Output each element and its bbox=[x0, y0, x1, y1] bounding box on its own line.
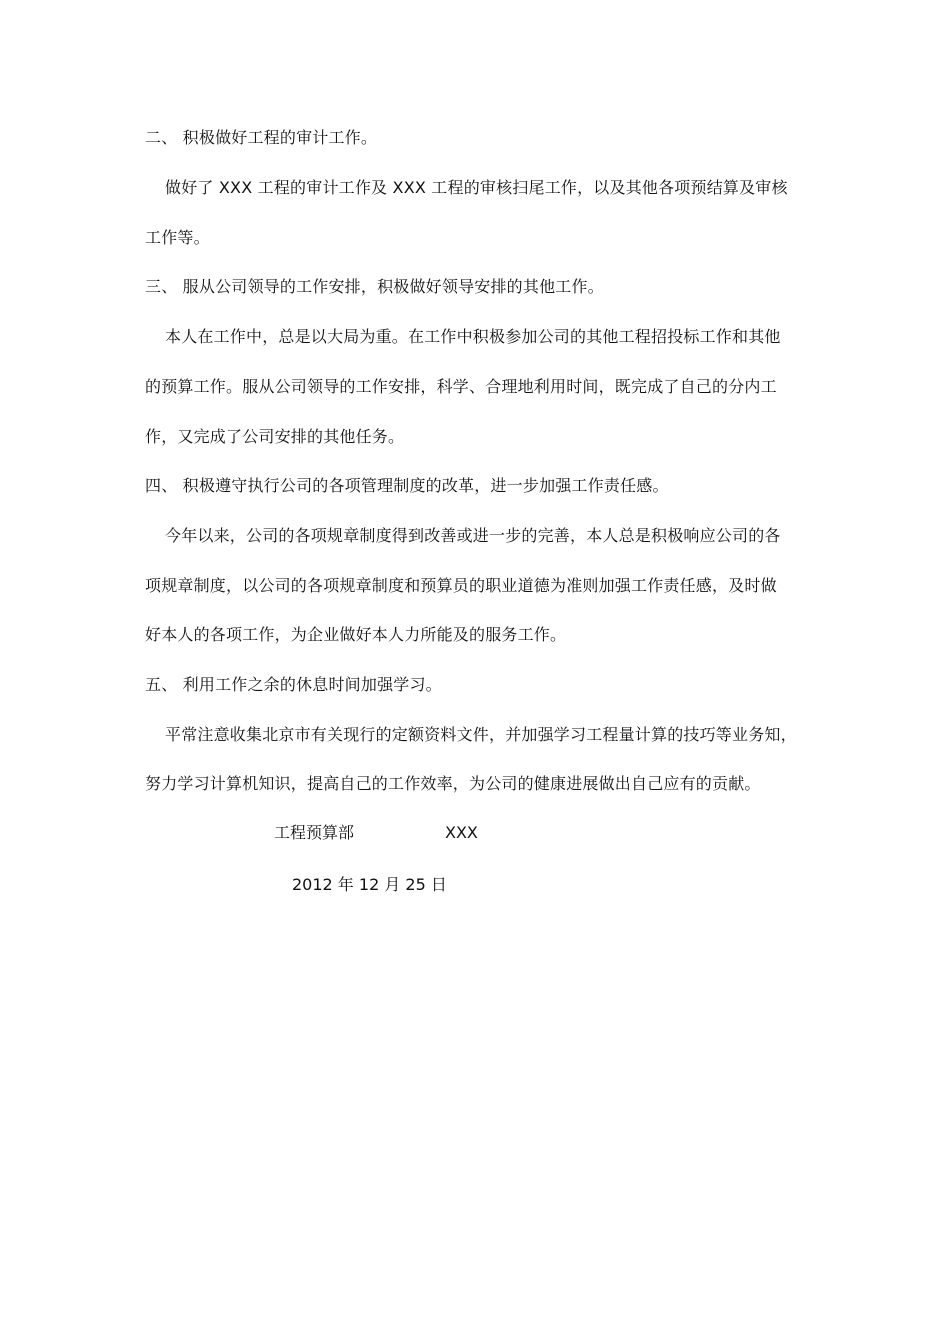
section-2-paragraph-line: 做好了 XXX 工程的审计工作及 XXX 工程的审核扫尾工作，以及其他各项预结算及审核 bbox=[165, 178, 788, 197]
section-5-paragraph-line: 努力学习计算机知识，提高自己的工作效率，为公司的健康进展做出自己应有的贡献。 bbox=[145, 774, 761, 793]
section-5-paragraph-line: 平常注意收集北京市有关现行的定额资料文件，并加强学习工程量计算的技巧等业务知， bbox=[165, 725, 797, 744]
section-2-heading: 二、 积极做好工程的审计工作。 bbox=[145, 128, 378, 147]
section-4-paragraph-line: 项规章制度，以公司的各项规章制度和预算员的职业道德为准则加强工作责任感，及时做 bbox=[145, 576, 777, 595]
section-3-paragraph-line: 作，又完成了公司安排的其他任务。 bbox=[145, 427, 405, 446]
section-4-heading: 四、 积极遵守执行公司的各项管理制度的改革，进一步加强工作责任感。 bbox=[145, 476, 669, 495]
section-4-paragraph-line: 好本人的各项工作，为企业做好本人力所能及的服务工作。 bbox=[145, 625, 567, 644]
signature-department: 工程预算部 bbox=[274, 823, 355, 842]
signature-date: 2012 年 12 月 25 日 bbox=[292, 875, 447, 894]
section-2-paragraph-line: 工作等。 bbox=[145, 228, 210, 247]
section-3-heading: 三、 服从公司领导的工作安排，积极做好领导安排的其他工作。 bbox=[145, 277, 604, 296]
section-3-paragraph-line: 本人在工作中，总是以大局为重。在工作中积极参加公司的其他工程招投标工作和其他 bbox=[165, 327, 781, 346]
section-4-paragraph-line: 今年以来，公司的各项规章制度得到改善或进一步的完善，本人总是积极响应公司的各 bbox=[165, 526, 781, 545]
signature-name: XXX bbox=[445, 823, 478, 842]
section-5-heading: 五、 利用工作之余的休息时间加强学习。 bbox=[145, 675, 442, 694]
section-3-paragraph-line: 的预算工作。服从公司领导的工作安排，科学、合理地利用时间，既完成了自己的分内工 bbox=[145, 377, 777, 396]
